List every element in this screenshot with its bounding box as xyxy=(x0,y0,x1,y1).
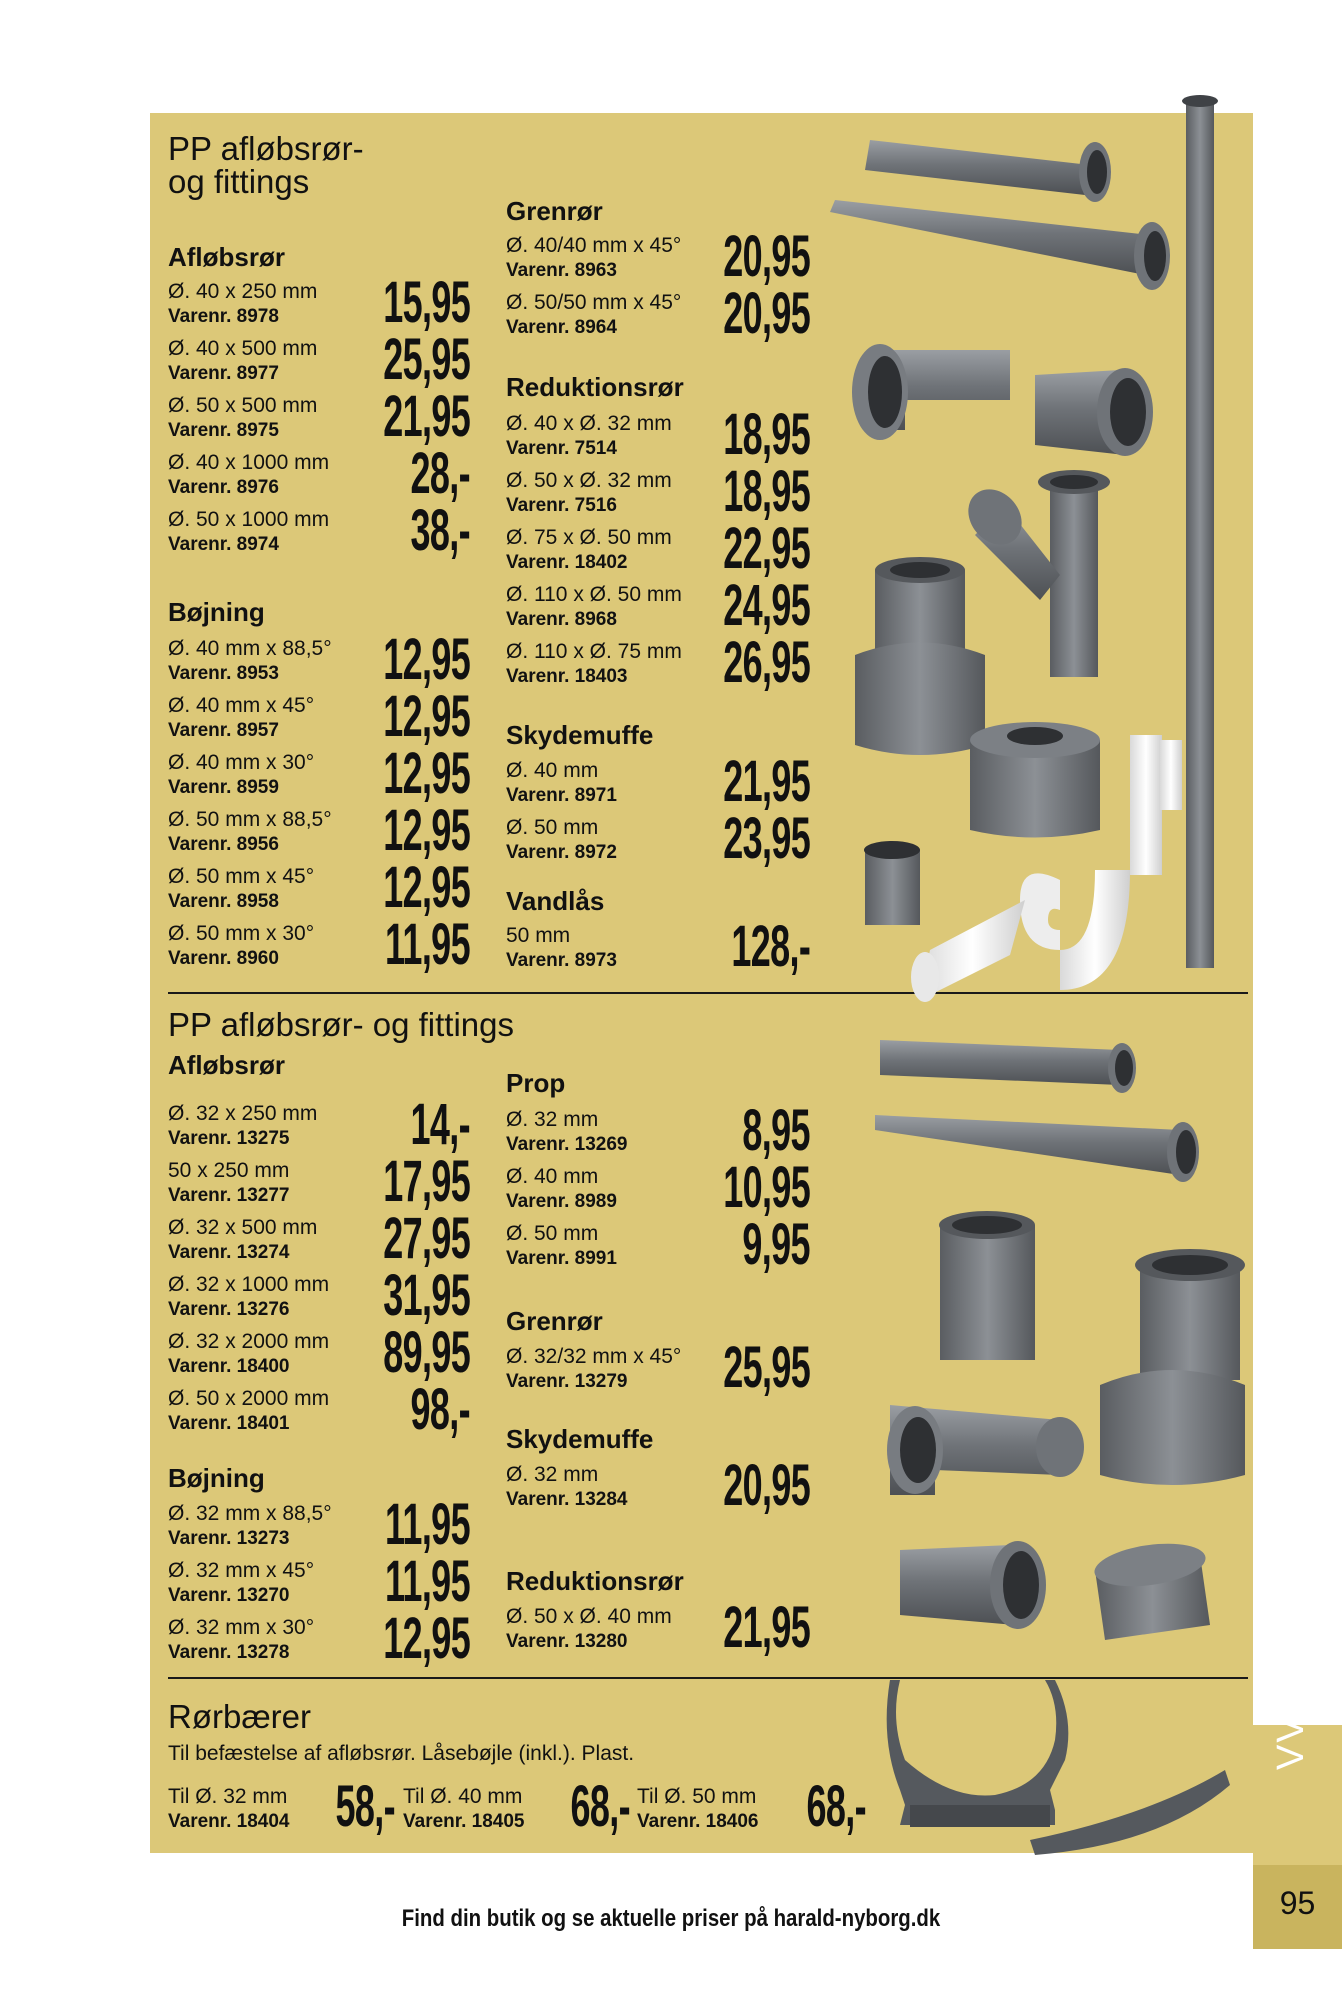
clamp-spec: Til Ø. 40 mm xyxy=(403,1785,523,1808)
product-spec: Ø. 32 x 2000 mm xyxy=(168,1330,330,1353)
pipe-clamp-image xyxy=(887,1680,1230,1855)
product-varenr: Varenr. 13276 xyxy=(168,1299,290,1320)
product-spec: Ø. 32 mm xyxy=(506,1108,599,1131)
clamp-spec: Til Ø. 32 mm xyxy=(168,1785,288,1808)
s2-pipe-long-image xyxy=(875,1115,1199,1182)
product-spec: Ø. 32 x 250 mm xyxy=(168,1102,318,1125)
product-varenr: Varenr. 8978 xyxy=(168,306,279,327)
tall-pipe-image xyxy=(1182,95,1218,968)
product-price: 11,95 xyxy=(385,1492,470,1557)
product-spec: Ø. 32 x 1000 mm xyxy=(168,1273,330,1296)
product-spec: Ø. 40 mm x 88,5° xyxy=(168,637,332,660)
product-varenr: Varenr. 8960 xyxy=(168,948,279,969)
product-price: 22,95 xyxy=(723,516,810,581)
product-price: 12,95 xyxy=(383,855,470,920)
product-price: 23,95 xyxy=(723,806,810,871)
product-price: 28,- xyxy=(410,441,470,506)
product-price: 38,- xyxy=(410,498,470,563)
product-varenr: Varenr. 8974 xyxy=(168,534,279,555)
s1-vandlaas-title: Vandlås xyxy=(506,886,605,916)
product-price: 12,95 xyxy=(383,684,470,749)
product-price: 15,95 xyxy=(383,270,470,335)
product-varenr: Varenr. 18402 xyxy=(506,552,628,573)
product-varenr: Varenr. 13279 xyxy=(506,1371,628,1392)
product-spec: Ø. 50 mm x 45° xyxy=(168,865,315,888)
clamp-varenr: Varenr. 18406 xyxy=(637,1811,759,1832)
product-spec: Ø. 32 x 500 mm xyxy=(168,1216,318,1239)
s2-grenroer-title: Grenrør xyxy=(506,1306,603,1336)
product-spec: Ø. 40 x Ø. 32 mm xyxy=(506,412,672,435)
reducer-small-image xyxy=(1035,368,1153,456)
product-spec: Ø. 110 x Ø. 75 mm xyxy=(506,640,682,663)
product-price: 21,95 xyxy=(383,384,470,449)
product-varenr: Varenr. 8971 xyxy=(506,785,617,806)
product-varenr: Varenr. 13275 xyxy=(168,1128,290,1149)
product-spec: Ø. 40 mm x 30° xyxy=(168,751,315,774)
product-price: 10,95 xyxy=(723,1155,810,1220)
product-price: 14,- xyxy=(410,1092,470,1157)
product-varenr: Varenr. 13284 xyxy=(506,1489,628,1510)
page-number: 95 xyxy=(1279,1885,1316,1921)
s2-cap-image xyxy=(1092,1537,1210,1640)
product-spec: Ø. 32/32 mm x 45° xyxy=(506,1345,682,1368)
product-spec: Ø. 50 x 1000 mm xyxy=(168,508,330,531)
product-spec: Ø. 75 x Ø. 50 mm xyxy=(506,526,672,549)
product-varenr: Varenr. 8958 xyxy=(168,891,279,912)
product-price: 20,95 xyxy=(723,224,810,289)
product-price: 12,95 xyxy=(383,627,470,692)
product-spec: Ø. 32 mm xyxy=(506,1463,599,1486)
branch-fitting-image xyxy=(957,470,1110,677)
product-spec: Ø. 32 mm x 88,5° xyxy=(168,1502,332,1525)
s1-afloebsroer-title: Afløbsrør xyxy=(168,242,285,272)
product-price: 11,95 xyxy=(385,1549,470,1614)
product-price: 98,- xyxy=(410,1377,470,1442)
section3-description: Til befæstelse af afløbsrør. Låsebøjle (inkl.). Plast. xyxy=(168,1742,635,1765)
s2-skydemuffe-title: Skydemuffe xyxy=(506,1424,654,1454)
reducer-large-image xyxy=(855,557,985,755)
product-varenr: Varenr. 8972 xyxy=(506,842,617,863)
s2-elbow-image xyxy=(887,1405,1084,1495)
product-spec: Ø. 50 x 500 mm xyxy=(168,394,318,417)
product-spec: Ø. 50 mm xyxy=(506,816,599,839)
product-varenr: Varenr. 8968 xyxy=(506,609,617,630)
product-price: 27,95 xyxy=(383,1206,470,1271)
clamp-price: 68,- xyxy=(806,1774,866,1839)
product-price: 12,95 xyxy=(383,1606,470,1671)
s1-skydemuffe-title: Skydemuffe xyxy=(506,720,654,750)
s2-reduktionsroer-title: Reduktionsrør xyxy=(506,1566,684,1596)
product-varenr: Varenr. 8976 xyxy=(168,477,279,498)
s2-reducer-image xyxy=(1100,1249,1245,1485)
product-price: 11,95 xyxy=(385,912,470,977)
clamp-varenr: Varenr. 18404 xyxy=(168,1811,290,1832)
product-varenr: Varenr. 7514 xyxy=(506,438,617,459)
product-price: 8,95 xyxy=(742,1098,810,1163)
product-varenr: Varenr. 13270 xyxy=(168,1585,290,1606)
section1-title-line2: og fittings xyxy=(168,163,310,200)
product-varenr: Varenr. 8989 xyxy=(506,1191,617,1212)
product-spec: Ø. 40 mm xyxy=(506,1165,599,1188)
section1-title-line1: PP afløbsrør- xyxy=(168,130,364,167)
s2-plug-sleeve-image xyxy=(939,1211,1035,1360)
product-varenr: Varenr. 13278 xyxy=(168,1642,290,1663)
elbow-fitting-image xyxy=(852,344,1010,440)
product-spec: 50 x 250 mm xyxy=(168,1159,290,1182)
pipe-short-image xyxy=(865,140,1111,202)
product-varenr: Varenr. 8977 xyxy=(168,363,279,384)
product-spec: Ø. 40 x 500 mm xyxy=(168,337,318,360)
product-varenr: Varenr. 8957 xyxy=(168,720,279,741)
product-varenr: Varenr. 8953 xyxy=(168,663,279,684)
product-price: 26,95 xyxy=(723,630,810,695)
product-price: 18,95 xyxy=(723,459,810,524)
product-varenr: Varenr. 13280 xyxy=(506,1631,628,1652)
product-price: 21,95 xyxy=(723,1595,810,1660)
s2-prop-title: Prop xyxy=(506,1068,566,1098)
product-spec: Ø. 40 x 250 mm xyxy=(168,280,318,303)
product-price: 21,95 xyxy=(723,749,810,814)
product-varenr: Varenr. 8963 xyxy=(506,260,617,281)
product-varenr: Varenr. 13277 xyxy=(168,1185,290,1206)
product-spec: Ø. 40 mm x 45° xyxy=(168,694,315,717)
product-price: 20,95 xyxy=(723,281,810,346)
product-varenr: Varenr. 8973 xyxy=(506,950,617,971)
product-varenr: Varenr. 8991 xyxy=(506,1248,617,1269)
product-varenr: Varenr. 13269 xyxy=(506,1134,628,1155)
product-spec: Ø. 50 mm xyxy=(506,1222,599,1245)
product-varenr: Varenr. 8959 xyxy=(168,777,279,798)
product-spec: Ø. 32 mm x 30° xyxy=(168,1616,315,1639)
product-spec: Ø. 50 mm x 30° xyxy=(168,922,315,945)
s2-afloebsroer-title: Afløbsrør xyxy=(168,1050,285,1080)
product-spec: Ø. 50/50 mm x 45° xyxy=(506,291,682,314)
product-varenr: Varenr. 7516 xyxy=(506,495,617,516)
small-sleeve-image xyxy=(864,841,920,925)
product-price: 25,95 xyxy=(383,327,470,392)
category-side-label: VVS xyxy=(1270,1687,1312,1770)
product-price: 128,- xyxy=(731,914,810,979)
s1-grenroer-title: Grenrør xyxy=(506,196,603,226)
product-spec: Ø. 50 x Ø. 32 mm xyxy=(506,469,672,492)
product-spec: Ø. 110 x Ø. 50 mm xyxy=(506,583,682,606)
pipe-long-image xyxy=(830,200,1170,290)
product-spec: Ø. 50 x 2000 mm xyxy=(168,1387,330,1410)
product-price: 9,95 xyxy=(742,1212,810,1277)
sliding-sleeve-cap-image xyxy=(970,722,1100,838)
product-varenr: Varenr. 13273 xyxy=(168,1528,290,1549)
s2-bojning-title: Bøjning xyxy=(168,1463,265,1493)
product-price: 24,95 xyxy=(723,573,810,638)
clamp-varenr: Varenr. 18405 xyxy=(403,1811,525,1832)
product-varenr: Varenr. 18401 xyxy=(168,1413,290,1434)
product-spec: Ø. 50 x Ø. 40 mm xyxy=(506,1605,672,1628)
product-spec: Ø. 40/40 mm x 45° xyxy=(506,234,682,257)
product-varenr: Varenr. 8975 xyxy=(168,420,279,441)
product-price: 31,95 xyxy=(383,1263,470,1328)
product-price: 20,95 xyxy=(723,1453,810,1518)
product-spec: Ø. 50 mm x 88,5° xyxy=(168,808,332,831)
section3-title: Rørbærer xyxy=(168,1698,312,1735)
product-price: 17,95 xyxy=(383,1149,470,1214)
product-price: 12,95 xyxy=(383,741,470,806)
product-spec: Ø. 40 mm xyxy=(506,759,599,782)
clamp-price: 68,- xyxy=(570,1774,630,1839)
product-price: 18,95 xyxy=(723,402,810,467)
s1-bojning-title: Bøjning xyxy=(168,597,265,627)
clamp-price: 58,- xyxy=(335,1774,395,1839)
s1-reduktionsroer-title: Reduktionsrør xyxy=(506,372,684,402)
product-spec: Ø. 32 mm x 45° xyxy=(168,1559,315,1582)
product-varenr: Varenr. 8964 xyxy=(506,317,617,338)
product-price: 12,95 xyxy=(383,798,470,863)
clamp-spec: Til Ø. 50 mm xyxy=(637,1785,757,1808)
product-varenr: Varenr. 18400 xyxy=(168,1356,290,1377)
product-varenr: Varenr. 18403 xyxy=(506,666,628,687)
product-varenr: Varenr. 8956 xyxy=(168,834,279,855)
product-spec: Ø. 40 x 1000 mm xyxy=(168,451,330,474)
s2-pipe-short-image xyxy=(880,1040,1136,1093)
product-spec: 50 mm xyxy=(506,924,571,947)
product-price: 25,95 xyxy=(723,1335,810,1400)
product-varenr: Varenr. 13274 xyxy=(168,1242,290,1263)
section2-title: PP afløbsrør- og fittings xyxy=(168,1006,515,1043)
product-price: 89,95 xyxy=(383,1320,470,1385)
footer-text: Find din butik og se aktuelle priser på harald-nyborg.dk xyxy=(401,1905,941,1932)
s2-reducer-small-image xyxy=(900,1541,1046,1629)
